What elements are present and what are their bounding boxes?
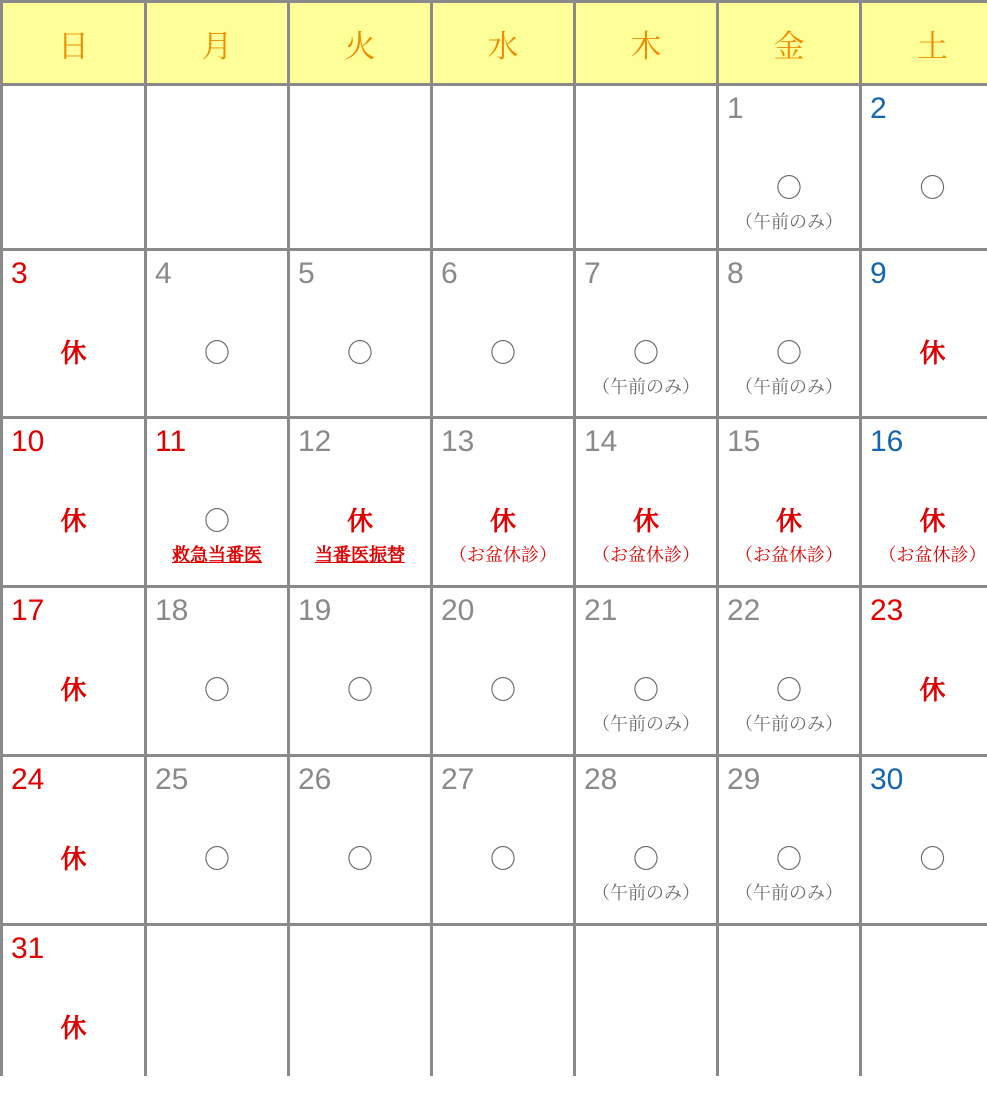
calendar-day-cell	[576, 86, 716, 248]
day-note[interactable]: 救急当番医	[172, 545, 262, 566]
calendar-day-cell	[862, 926, 987, 1093]
closed-mark: 休	[60, 845, 87, 875]
calendar-day-cell	[433, 757, 573, 923]
day-number: 2	[870, 92, 887, 125]
day-number: 4	[155, 257, 172, 290]
day-number: 7	[584, 257, 601, 290]
day-number: 31	[11, 932, 45, 965]
day-number: 6	[441, 257, 458, 290]
open-mark: 〇	[346, 339, 373, 369]
open-mark: 〇	[919, 174, 946, 204]
calendar-day-cell	[719, 926, 859, 1093]
calendar-day-cell	[862, 419, 987, 585]
closed-mark: 休	[489, 507, 516, 537]
calendar-day-cell	[719, 251, 859, 416]
day-number: 23	[870, 594, 904, 627]
calendar-day-cell	[433, 588, 573, 754]
day-number: 22	[727, 594, 761, 627]
open-mark: 〇	[775, 174, 802, 204]
calendar-day-cell	[3, 419, 144, 585]
calendar-day-cell	[147, 588, 287, 754]
day-number: 15	[727, 425, 761, 458]
calendar-day-cell	[147, 86, 287, 248]
closed-mark: 休	[919, 339, 946, 369]
calendar-day-cell	[147, 757, 287, 923]
calendar-day-cell	[433, 926, 573, 1093]
open-mark: 〇	[346, 845, 373, 875]
calendar-day-cell	[862, 757, 987, 923]
day-note: （お盆休診）	[878, 545, 987, 566]
calendar-day-cell	[862, 251, 987, 416]
open-mark: 〇	[489, 845, 516, 875]
calendar-day-cell	[147, 419, 287, 585]
calendar-day-cell	[3, 757, 144, 923]
open-mark: 〇	[632, 339, 659, 369]
day-number: 5	[298, 257, 315, 290]
open-mark: 〇	[775, 676, 802, 706]
open-mark: 〇	[203, 676, 230, 706]
day-number: 29	[727, 763, 761, 796]
calendar-day-cell	[719, 757, 859, 923]
calendar-day-cell	[576, 419, 716, 585]
closed-mark: 休	[919, 676, 946, 706]
open-mark: 〇	[346, 676, 373, 706]
closed-mark: 休	[346, 507, 373, 537]
calendar-day-cell	[147, 251, 287, 416]
day-note: （お盆休診）	[735, 545, 843, 566]
calendar-day-cell	[3, 251, 144, 416]
day-number: 28	[584, 763, 618, 796]
day-note: （午前のみ）	[735, 377, 843, 398]
open-mark: 〇	[775, 845, 802, 875]
calendar-day-cell	[290, 86, 430, 248]
open-mark: 〇	[632, 845, 659, 875]
open-mark: 〇	[203, 339, 230, 369]
closed-mark: 休	[60, 507, 87, 537]
calendar-day-cell	[290, 588, 430, 754]
day-note: （午前のみ）	[592, 714, 700, 735]
calendar-day-cell	[862, 86, 987, 248]
day-number: 12	[298, 425, 332, 458]
closed-mark: 休	[632, 507, 659, 537]
open-mark: 〇	[203, 845, 230, 875]
day-number: 16	[870, 425, 904, 458]
day-number: 25	[155, 763, 189, 796]
closed-mark: 休	[60, 1014, 87, 1044]
closed-mark: 休	[919, 507, 946, 537]
day-note: （お盆休診）	[592, 545, 700, 566]
day-number: 11	[155, 425, 187, 458]
open-mark: 〇	[919, 845, 946, 875]
calendar-day-cell	[147, 926, 287, 1093]
day-number: 1	[727, 92, 744, 125]
calendar-day-cell	[719, 86, 859, 248]
day-number: 19	[298, 594, 332, 627]
day-note[interactable]: 当番医振替	[315, 545, 405, 566]
day-number: 10	[11, 425, 45, 458]
weekday-header-fri: 金	[719, 3, 859, 83]
day-number: 30	[870, 763, 904, 796]
day-note: （午前のみ）	[592, 883, 700, 904]
calendar-day-cell	[862, 588, 987, 754]
calendar-day-cell	[3, 86, 144, 248]
weekday-header-sun: 日	[3, 3, 144, 83]
calendar-day-cell	[576, 926, 716, 1093]
day-number: 27	[441, 763, 475, 796]
day-number: 18	[155, 594, 189, 627]
day-note: （午前のみ）	[735, 714, 843, 735]
day-number: 9	[870, 257, 887, 290]
day-number: 21	[584, 594, 618, 627]
closed-mark: 休	[775, 507, 802, 537]
day-note: （午前のみ）	[735, 212, 843, 233]
open-mark: 〇	[489, 339, 516, 369]
day-note: （午前のみ）	[592, 377, 700, 398]
calendar-day-cell	[576, 588, 716, 754]
calendar-day-cell	[576, 757, 716, 923]
day-note: （お盆休診）	[449, 545, 557, 566]
weekday-header-tue: 火	[290, 3, 430, 83]
day-number: 8	[727, 257, 744, 290]
day-number: 13	[441, 425, 475, 458]
open-mark: 〇	[632, 676, 659, 706]
closed-mark: 休	[60, 676, 87, 706]
day-number: 24	[11, 763, 45, 796]
day-number: 14	[584, 425, 618, 458]
open-mark: 〇	[203, 507, 230, 537]
day-note: （午前のみ）	[735, 883, 843, 904]
calendar-day-cell	[3, 588, 144, 754]
closed-mark: 休	[60, 339, 87, 369]
calendar-day-cell	[719, 419, 859, 585]
calendar-day-cell	[433, 419, 573, 585]
weekday-header-sat: 土	[862, 3, 987, 83]
calendar-day-cell	[576, 251, 716, 416]
day-number: 20	[441, 594, 475, 627]
calendar-day-cell	[433, 251, 573, 416]
calendar-day-cell	[433, 86, 573, 248]
open-mark: 〇	[489, 676, 516, 706]
calendar-day-cell	[719, 588, 859, 754]
calendar-day-cell	[3, 926, 144, 1093]
calendar-day-cell	[290, 926, 430, 1093]
calendar-day-cell	[290, 251, 430, 416]
weekday-header-wed: 水	[433, 3, 573, 83]
weekday-header-mon: 月	[147, 3, 287, 83]
day-number: 17	[11, 594, 45, 627]
calendar-day-cell	[290, 419, 430, 585]
day-number: 26	[298, 763, 332, 796]
weekday-header-thu: 木	[576, 3, 716, 83]
day-number: 3	[11, 257, 28, 290]
open-mark: 〇	[775, 339, 802, 369]
calendar-day-cell	[290, 757, 430, 923]
